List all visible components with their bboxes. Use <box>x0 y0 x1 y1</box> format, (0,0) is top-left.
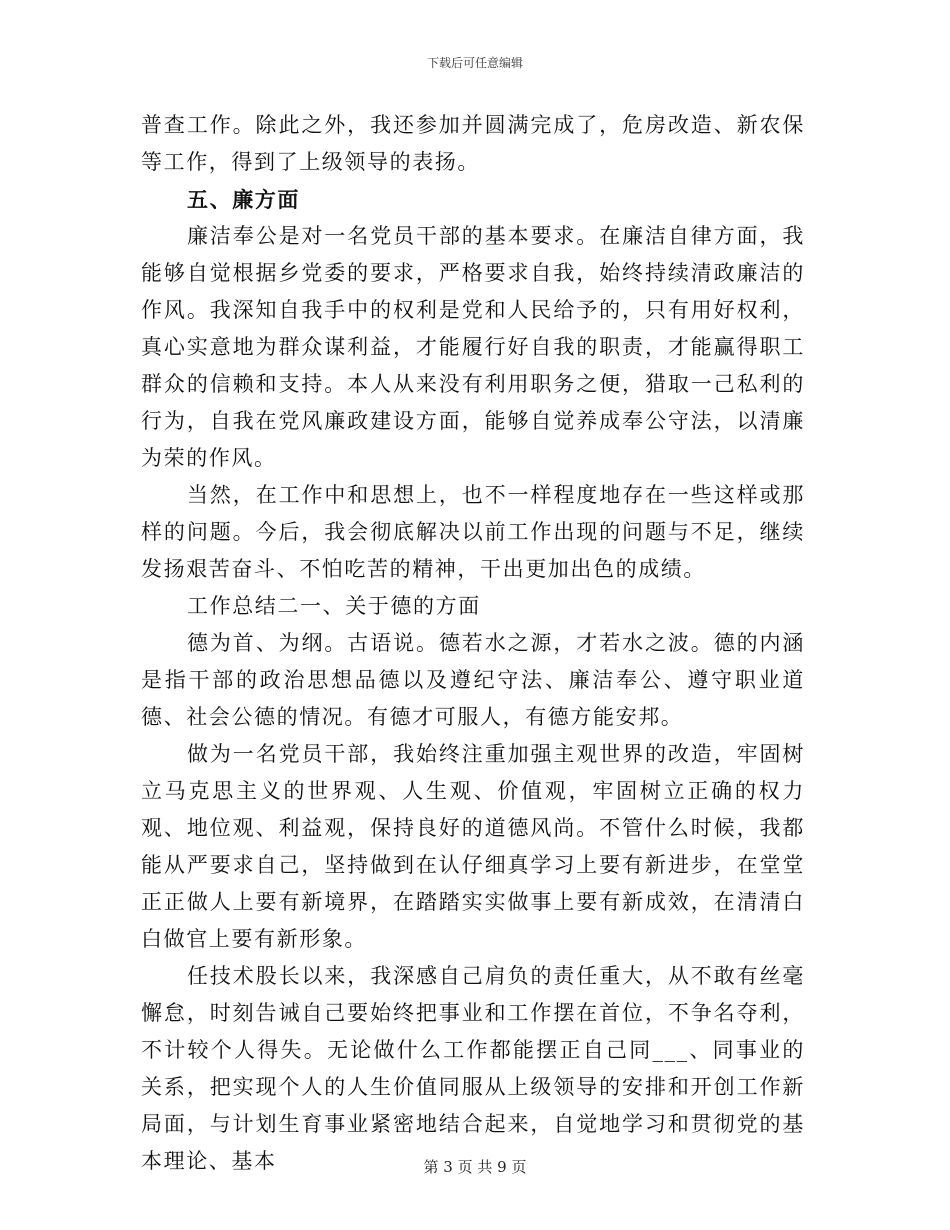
paragraph: 任技术股长以来，我深感自己肩负的责任重大，从不敢有丝毫懈怠，时刻告诫自己要始终把事业和工作摆在首位，不争名夺利，不计较个人得失。无论做什么工作都能摆正自己同___、同事业的关系，把实现个人的人生价值同服从上级领导的安排和开创工作新局面，与计划生育事业紧密地结合起来，自觉地学习和贯彻党的基本理论、基本 <box>141 964 805 1173</box>
section-title: 工作总结二一、关于德的方面 <box>187 594 481 618</box>
page-number: 第 3 页 共 9 页 <box>423 1158 527 1176</box>
paragraph: 廉洁奉公是对一名党员干部的基本要求。在廉洁自律方面，我能够自觉根据乡党委的要求，严格要求自我，始终持续清政廉洁的作风。我深知自我手中的权利是党和人民给予的，只有用好权利，真心实意地为群众谋利益，才能履行好自我的职责，才能赢得职工群众的信赖和支持。本人从来没有利用职务之便，猎取一己私利的行为，自我在党风廉政建设方面，能够自觉养成奉公守法，以清廉为荣的作风。 <box>141 224 805 470</box>
paragraph: 德为首、为纲。古语说。德若水之源，才若水之波。德的内涵是指干部的政治思想品德以及遵纪守法、廉洁奉公、遵守职业道德、社会公德的情况。有德才可服人，有德方能安邦。 <box>141 631 805 729</box>
page-header: 下载后可任意编辑 <box>426 56 523 70</box>
document-body <box>141 107 805 1180</box>
paragraph: 做为一名党员干部，我始终注重加强主观世界的改造，牢固树立马克思主义的世界观、人生观、价值观，牢固树立正确的权力观、地位观、利益观，保持良好的道德风尚。不管什么时候，我都能从严要求自己，坚持做到在认仔细真学习上要有新进步，在堂堂正正做人上要有新境界，在踏踏实实做事上要有新成效，在清清白白做官上要有新形象。 <box>141 742 805 951</box>
paragraph: 普查工作。除此之外，我还参加并圆满完成了，危房改造、新农保等工作，得到了上级领导的表扬。 <box>141 113 805 174</box>
section-heading: 五、廉方面 <box>187 187 300 212</box>
paragraph: 当然，在工作中和思想上，也不一样程度地存在一些这样或那样的问题。今后，我会彻底解决以前工作出现的问题与不足，继续发扬艰苦奋斗、不怕吃苦的精神，干出更加出色的成绩。 <box>141 483 805 581</box>
